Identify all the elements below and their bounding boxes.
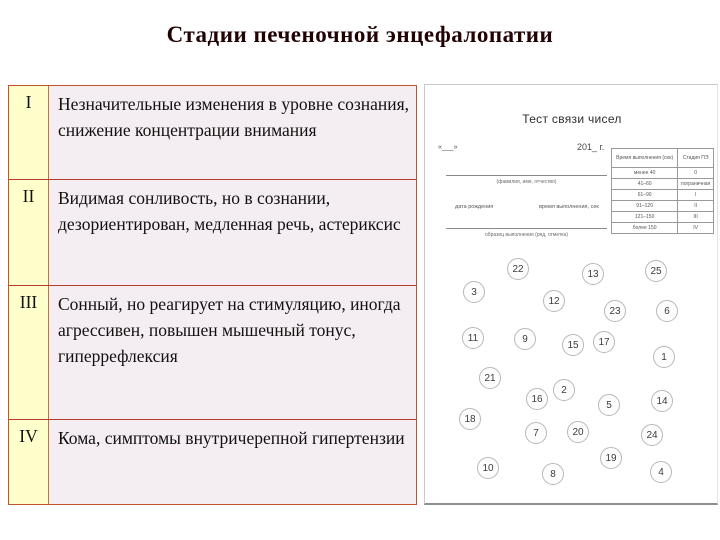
score-table-row: 61–90 I	[612, 190, 714, 201]
fio-caption: (фамилия, имя, отчество)	[496, 179, 557, 185]
score-table-row: 41–60 пограничная	[612, 179, 714, 190]
table-row-stage-1	[9, 86, 416, 180]
page-title: Стадии печеночной энцефалопатии	[166, 22, 554, 47]
nct-circle-17: 17	[593, 331, 615, 353]
score-table-row: 121–150 III	[612, 212, 714, 223]
stage-number: IV	[9, 420, 49, 504]
nct-circle-18: 18	[459, 408, 481, 430]
nct-form-image	[424, 84, 718, 505]
score-table-row: более 150 IV	[612, 223, 714, 234]
stage-description: Видимая сонливость, но в сознании, дезориентирован, медленная речь, астериксис	[49, 180, 416, 285]
stage-number: I	[9, 86, 49, 179]
table-row-stage-3	[9, 286, 416, 420]
nct-circle-25: 25	[645, 260, 667, 282]
nct-circle-2: 2	[553, 379, 575, 401]
score-header-time: Время выполнения (сек)	[612, 149, 678, 168]
birth-date-label: дата рождения	[455, 204, 494, 210]
sample-caption: образец выполнения (ряд, отметка)	[485, 232, 568, 238]
nct-circle-5: 5	[598, 394, 620, 416]
score-table-row: 91–120 II	[612, 201, 714, 212]
nct-circle-22: 22	[507, 258, 529, 280]
nct-circle-3: 3	[463, 281, 485, 303]
nct-circle-12: 12	[543, 290, 565, 312]
stage-number: II	[9, 180, 49, 285]
stages-table	[8, 85, 417, 505]
nct-circle-21: 21	[479, 367, 501, 389]
nct-circle-10: 10	[477, 457, 499, 479]
nct-year-blank: 201_ г.	[577, 142, 605, 152]
stage-description: Незначительные изменения в уровне сознания, снижение концентрации внимания	[49, 86, 416, 179]
stage-description: Кома, симптомы внутричерепной гипертензии	[49, 420, 416, 504]
nct-circle-16: 16	[526, 388, 548, 410]
nct-circle-11: 11	[462, 327, 484, 349]
score-table-row: менее 40 0	[612, 168, 714, 179]
nct-circle-8: 8	[542, 463, 564, 485]
nct-circle-13: 13	[582, 263, 604, 285]
nct-circle-19: 19	[600, 447, 622, 469]
nct-circle-9: 9	[514, 328, 536, 350]
nct-circle-1: 1	[653, 346, 675, 368]
nct-circle-23: 23	[604, 300, 626, 322]
nct-circle-15: 15	[562, 334, 584, 356]
nct-circle-20: 20	[567, 421, 589, 443]
stage-description: Сонный, но реагирует на стимуляцию, иногда агрессивен, повышен мышечный тонус, гиперрефлексия	[49, 286, 416, 419]
nct-circle-7: 7	[525, 422, 547, 444]
completion-time-label: время выполнения, сек	[539, 204, 599, 210]
nct-circle-24: 24	[641, 424, 663, 446]
nct-circle-6: 6	[656, 300, 678, 322]
table-row-stage-4	[9, 420, 416, 504]
nct-form-title: Тест связи чисел	[522, 112, 622, 126]
score-header-stage: Стадия ПЭ	[678, 149, 714, 168]
table-row-stage-2	[9, 180, 416, 286]
nct-date-blank: «___»	[438, 144, 458, 151]
circles-field	[425, 85, 719, 506]
stage-number: III	[9, 286, 49, 419]
nct-circle-4: 4	[650, 461, 672, 483]
nct-circle-14: 14	[651, 390, 673, 412]
